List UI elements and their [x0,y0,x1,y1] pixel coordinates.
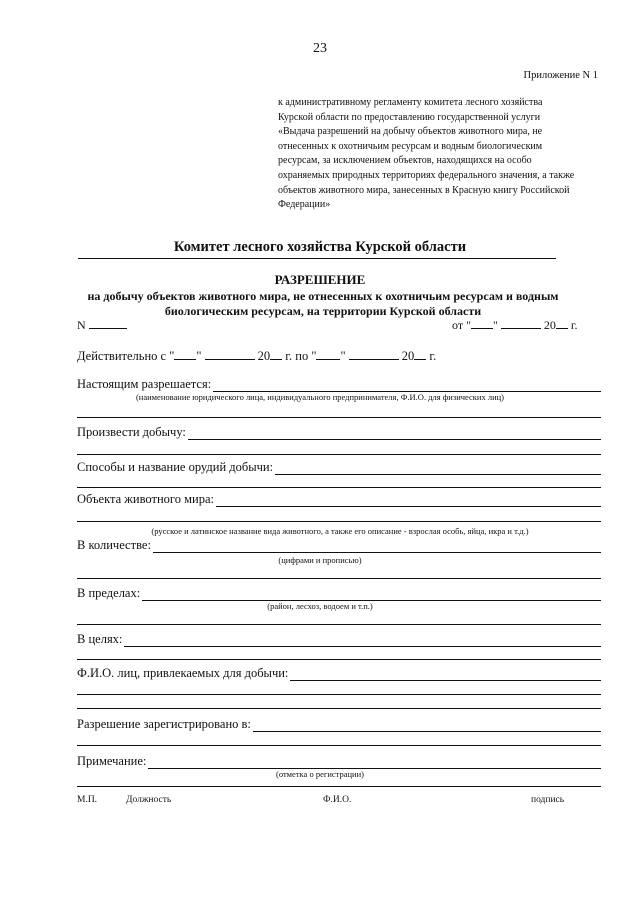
regulation-line: охраняемых природных территориях федерального значения, а также [278,169,575,181]
regulation-reference [278,96,598,213]
object-hint: (русское и латинское название вида животного, а также его описание - взрослая особь, яйца, икра и т.д.) [151,526,529,536]
number-label: N [77,318,86,332]
quote-mark: " [492,318,498,332]
page-number: 23 [313,41,327,56]
appendix-label: Приложение N 1 [523,70,598,81]
persons-line [290,669,601,681]
year-field[interactable] [556,318,568,329]
purpose-label: В целях: [77,632,123,646]
blank-line [77,521,601,522]
permit-date [452,318,577,333]
note-line [148,757,601,769]
registered-field[interactable] [77,717,601,732]
signature-label: подпись [531,795,565,805]
name-label: Ф.И.О. [323,795,352,805]
regulation-line: ресурсам, за исключением объектов, находящихся на особо [278,155,532,167]
blank-line [77,659,601,660]
within-line [142,589,601,601]
blank-line [77,694,601,695]
object-label: Объекта животного мира: [77,492,214,506]
quote-mark: " [196,349,202,363]
quantity-field[interactable] [77,538,601,553]
within-label: В пределах: [77,586,141,600]
year-suffix: г. [570,318,578,332]
valid-from-year[interactable] [270,349,282,360]
blank-line [77,745,601,746]
regulation-line: Курской области по предоставлению государственной услуги [278,111,541,123]
month-field[interactable] [501,318,541,329]
blank-line [77,578,601,579]
valid-to-day[interactable] [316,349,340,360]
year-suffix: г. [429,349,437,363]
note-field[interactable] [77,754,601,769]
year-prefix: 20 [257,349,271,363]
methods-field[interactable] [77,460,601,475]
methods-label: Способы и название орудий добычи: [77,460,274,474]
blank-line [77,487,601,488]
quote-mark: " [340,349,346,363]
regulation-line: отнесенных к охотничьим ресурсам и водным биологическим [278,140,543,152]
position-label: Должность [126,795,172,805]
blank-line [77,624,601,625]
year-prefix: 20 [543,318,556,332]
blank-line [77,786,601,787]
valid-from-month[interactable] [205,349,255,360]
date-from-label: от " [452,318,471,332]
note-hint: (отметка о регистрации) [276,769,364,779]
permitted-hint: (наименование юридического лица, индивидуального предпринимателя, Ф.И.О. для физических лиц) [135,392,505,402]
permit-title: РАЗРЕШЕНИЕ [274,272,366,287]
registered-label: Разрешение зарегистрировано в: [77,717,251,731]
quantity-label: В количестве: [77,538,151,552]
quantity-hint: (цифрами и прописью) [278,555,362,565]
regulation-line: к административному регламенту комитета лесного хозяйства [278,97,543,108]
purpose-field[interactable] [77,632,601,647]
day-field[interactable] [471,318,493,329]
permitted-line [213,380,601,392]
quantity-line [153,541,601,553]
produce-label: Произвести добычу: [77,425,186,439]
valid-from-day[interactable] [174,349,196,360]
methods-line [275,463,601,475]
valid-to-year[interactable] [414,349,426,360]
regulation-line: Федерации» [278,199,331,211]
object-field[interactable] [77,492,601,507]
year-prefix: 20 [401,349,415,363]
produce-field[interactable] [77,425,601,440]
within-field[interactable] [77,586,601,601]
regulation-line: «Выдача разрешений на добычу объектов животного мира, не [278,126,543,138]
number-field[interactable] [89,318,127,329]
validity-label: Действительно с " [77,349,175,363]
blank-line [77,417,601,418]
blank-line [77,454,601,455]
permit-subtitle [58,289,588,318]
committee-title: Комитет лесного хозяйства Курской области [173,239,467,255]
permitted-field[interactable] [77,377,601,392]
permitted-label: Настоящим разрешается: [77,377,212,391]
registered-line [253,720,601,732]
regulation-line: объектов животного мира, занесенных в Красную книгу Российской [278,184,570,196]
permit-number [77,318,127,333]
produce-line [188,428,601,440]
purpose-line [124,635,601,647]
object-line [216,495,601,507]
committee-divider [78,258,556,259]
persons-field[interactable] [77,666,601,681]
valid-to-month[interactable] [349,349,399,360]
validity-row [77,349,436,364]
persons-label: Ф.И.О. лиц, привлекаемых для добычи: [77,666,289,680]
permit-subtitle-line: на добычу объектов животного мира, не отнесенных к охотничьим ресурсам и водным [87,289,559,303]
within-hint: (район, лесхоз, водоем и т.п.) [267,601,373,611]
note-label: Примечание: [77,754,147,768]
seal-label: М.П. [77,795,98,805]
valid-to-label: г. по " [285,349,317,363]
blank-line [77,708,601,709]
permit-subtitle-line: биологическим ресурсам, на территории Курской области [164,303,482,318]
